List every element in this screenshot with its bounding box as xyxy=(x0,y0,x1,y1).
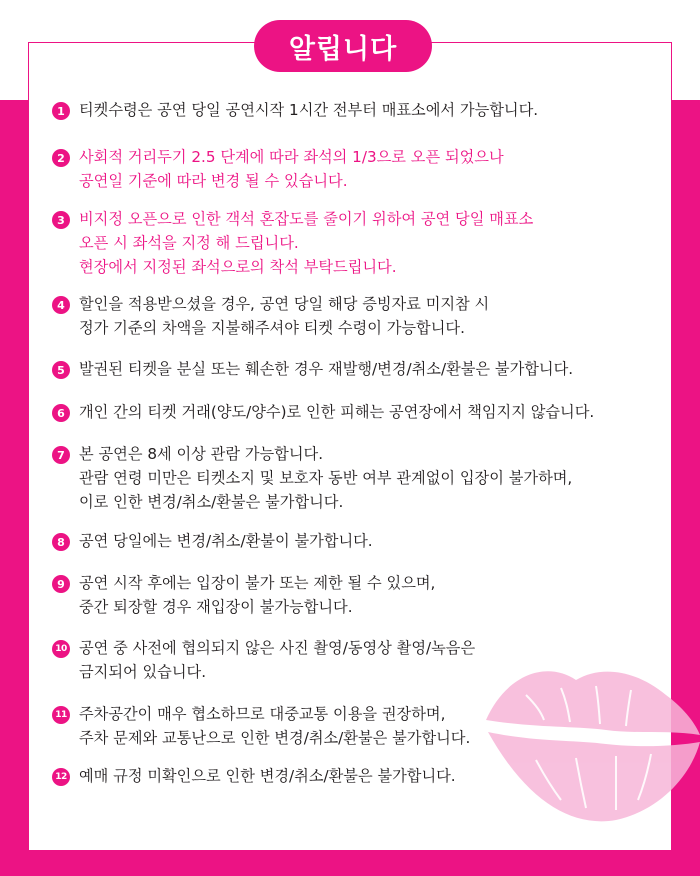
number-badge: 4 xyxy=(52,296,70,314)
list-item xyxy=(52,145,504,193)
notice-line: 공연일 기준에 따라 변경 될 수 있습니다. xyxy=(79,172,348,190)
list-item xyxy=(52,400,594,424)
notice-line: 주차공간이 매우 협소하므로 대중교통 이용을 권장하며, xyxy=(79,705,446,723)
number-badge: 8 xyxy=(52,533,70,551)
list-item xyxy=(52,702,470,750)
notice-line: 주차 문제와 교통난으로 인한 변경/취소/환불은 불가합니다. xyxy=(79,729,471,747)
notice-line: 오픈 시 좌석을 지정 해 드립니다. xyxy=(79,234,299,252)
number-badge: 7 xyxy=(52,446,70,464)
page-title: 알립니다 xyxy=(254,20,432,72)
number-badge: 3 xyxy=(52,211,70,229)
number-badge: 12 xyxy=(52,768,70,786)
notice-line: 본 공연은 8세 이상 관람 가능합니다. xyxy=(79,445,324,463)
list-item xyxy=(52,764,456,788)
notice-line: 사회적 거리두기 2.5 단계에 따라 좌석의 1/3으로 오픈 되었으나 xyxy=(79,148,504,166)
notice-line: 개인 간의 티켓 거래(양도/양수)로 인한 피해는 공연장에서 책임지지 않습니다. xyxy=(79,403,595,421)
notice-line: 공연 중 사전에 협의되지 않은 사진 촬영/동영상 촬영/녹음은 xyxy=(79,639,476,657)
list-item xyxy=(52,571,435,619)
list-item xyxy=(52,98,538,122)
notice-line: 비지정 오픈으로 인한 객석 혼잡도를 줄이기 위하여 공연 당일 매표소 xyxy=(79,210,534,228)
notice-line: 예매 규정 미확인으로 인한 변경/취소/환불은 불가합니다. xyxy=(79,767,456,785)
list-item xyxy=(52,529,373,553)
number-badge: 9 xyxy=(52,575,70,593)
number-badge: 6 xyxy=(52,404,70,422)
lipstick-kiss-icon xyxy=(466,650,700,830)
list-item xyxy=(52,357,573,381)
notice-line: 할인을 적용받으셨을 경우, 공연 당일 해당 증빙자료 미지참 시 xyxy=(79,295,490,313)
list-item xyxy=(52,636,475,684)
number-badge: 5 xyxy=(52,361,70,379)
number-badge: 2 xyxy=(52,149,70,167)
list-item xyxy=(52,292,489,340)
notice-line: 발권된 티켓을 분실 또는 훼손한 경우 재발행/변경/취소/환불은 불가합니다. xyxy=(79,360,574,378)
number-badge: 1 xyxy=(52,102,70,120)
list-item xyxy=(52,207,533,279)
notice-line: 공연 당일에는 변경/취소/환불이 불가합니다. xyxy=(79,532,373,550)
notice-line: 공연 시작 후에는 입장이 불가 또는 제한 될 수 있으며, xyxy=(79,574,436,592)
notice-line: 금지되어 있습니다. xyxy=(79,663,207,681)
bottom-pink-border xyxy=(0,850,700,876)
notice-line: 티켓수령은 공연 당일 공연시작 1시간 전부터 매표소에서 가능합니다. xyxy=(79,101,539,119)
notice-line: 중간 퇴장할 경우 재입장이 불가능합니다. xyxy=(79,598,353,616)
left-pink-border xyxy=(0,100,28,876)
number-badge: 11 xyxy=(52,706,70,724)
notice-line: 정가 기준의 차액을 지불해주셔야 티켓 수령이 가능합니다. xyxy=(79,319,465,337)
notice-line: 현장에서 지정된 좌석으로의 착석 부탁드립니다. xyxy=(79,258,397,276)
notice-line: 관람 연령 미만은 티켓소지 및 보호자 동반 여부 관계없이 입장이 불가하며, xyxy=(79,469,573,487)
notice-line: 이로 인한 변경/취소/환불은 불가합니다. xyxy=(79,493,344,511)
number-badge: 10 xyxy=(52,640,70,658)
list-item xyxy=(52,442,572,514)
